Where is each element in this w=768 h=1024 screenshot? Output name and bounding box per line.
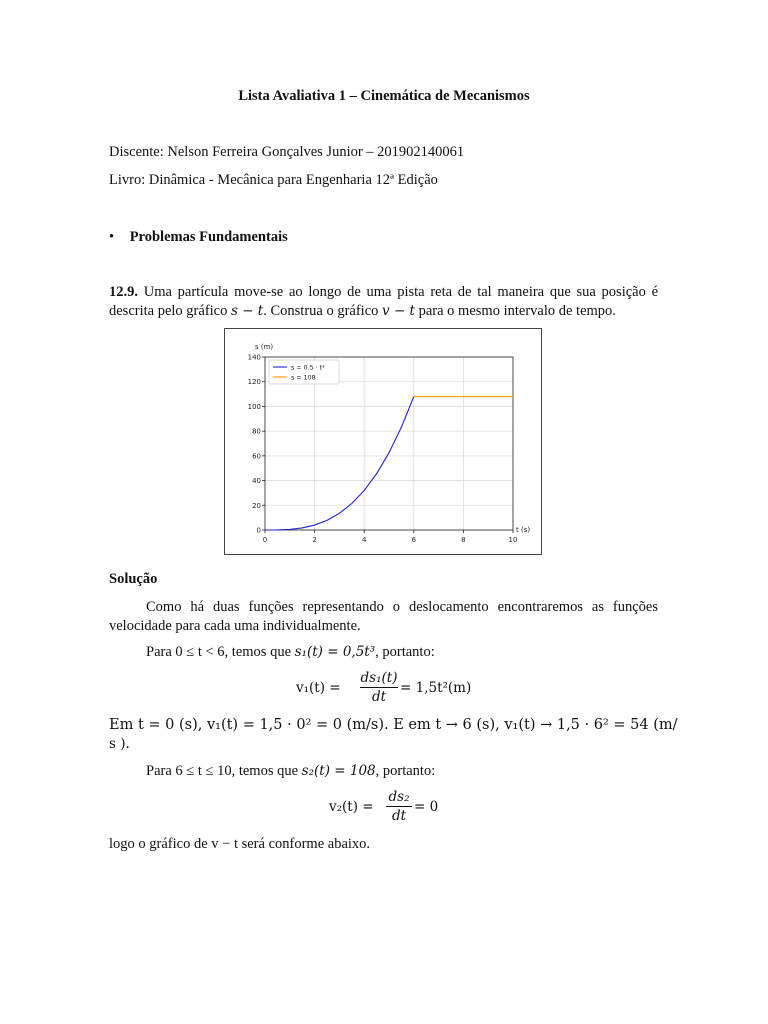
math-s-t: s − t: [230, 303, 264, 319]
problem-line-1: [109, 283, 658, 302]
em-line-1: Em t = 0 (s), v₁(t) = 1,5 · 0² = 0 (m/s). E em t → 6 (s), v₁(t) → 1,5 · 6² = 54 (m/: [109, 717, 678, 733]
equation-1-rhs: = 1,5t²(m): [400, 680, 472, 696]
solution-para-line-2: velocidade para cada uma individualmente.: [109, 618, 361, 634]
y-tick-label: 0: [256, 526, 261, 535]
problem-text-1: Uma partícula move-se ao longo de uma pista reta de tal maneira que sua posição é: [143, 284, 659, 300]
solution-heading: Solução: [109, 571, 158, 587]
em-line-2: s ).: [109, 736, 130, 752]
bullet-icon: •: [109, 229, 115, 245]
document-title: Lista Avaliativa 1 – Cinemática de Mecanismos: [238, 88, 530, 104]
equation-1-fraction: [360, 670, 398, 705]
x-tick-label: 2: [312, 536, 317, 544]
section-heading: Problemas Fundamentais: [129, 229, 288, 245]
equation-1-lhs: v₁(t) =: [296, 680, 341, 696]
problem-text-2a: descrita pelo gráfico: [109, 303, 228, 319]
case-2-text-end: , portanto:: [375, 763, 436, 779]
x-tick-label: 4: [361, 536, 367, 544]
equation-2-fraction: [386, 789, 412, 824]
equation-1-denominator: dt: [371, 689, 387, 705]
equation-2-denominator: dt: [391, 808, 407, 824]
problem-text-2c: para o mesmo intervalo de tempo.: [418, 303, 616, 319]
case-1-line: [146, 643, 435, 661]
case-2-text: Para 6 ≤ t ≤ 10, temos que: [146, 763, 299, 779]
x-tick-label: 0: [262, 536, 268, 544]
y-tick-label: 40: [252, 477, 261, 486]
case-1-text-end: , portanto:: [375, 644, 435, 660]
s-t-chart-frame: [224, 328, 542, 555]
equation-2-rhs: = 0: [414, 799, 439, 815]
equation-2-lhs: v₂(t) =: [329, 799, 374, 815]
case-1-math: s₁(t) = 0,5t³: [294, 644, 376, 660]
book-line: Livro: Dinâmica - Mecânica para Engenharia 12ª Edição: [109, 172, 438, 188]
fraction-bar: [386, 806, 412, 807]
x-axis-label: t (s): [516, 526, 531, 534]
x-tick-label: 8: [461, 536, 466, 544]
y-tick-label: 140: [247, 353, 261, 362]
problem-line-2: [109, 302, 616, 320]
legend-entry: s = 0.5 · t³: [291, 364, 325, 372]
closing-line: logo o gráfico de v − t será conforme abaixo.: [109, 836, 371, 852]
y-axis-label: s (m): [255, 343, 274, 351]
math-v-t: v − t: [382, 303, 415, 319]
case-2-math: s₂(t) = 108: [301, 763, 376, 779]
y-tick-label: 120: [247, 378, 261, 387]
equation-2-numerator: ds₂: [388, 789, 410, 805]
legend-entry: s = 108: [291, 374, 316, 382]
y-tick-label: 80: [252, 427, 261, 436]
solution-para-line-1: Como há duas funções representando o deslocamento encontraremos as funções: [146, 599, 658, 615]
case-2-line: [146, 762, 435, 780]
equation-1-numerator: ds₁(t): [360, 670, 398, 686]
y-tick-label: 100: [247, 402, 261, 411]
problem-number: 12.9.: [109, 284, 138, 300]
s-t-chart: [225, 329, 541, 554]
x-tick-label: 6: [411, 536, 417, 544]
fraction-bar: [360, 687, 398, 688]
case-1-text: Para 0 ≤ t < 6, temos que: [146, 644, 291, 660]
y-tick-label: 60: [252, 452, 261, 461]
student-line: Discente: Nelson Ferreira Gonçalves Junior – 201902140061: [109, 144, 465, 160]
section-bullet: [109, 229, 288, 246]
x-tick-label: 10: [508, 536, 518, 544]
problem-text-2b: . Construa o gráfico: [263, 303, 379, 319]
series-line-1: [265, 397, 414, 530]
y-tick-label: 20: [252, 501, 261, 510]
